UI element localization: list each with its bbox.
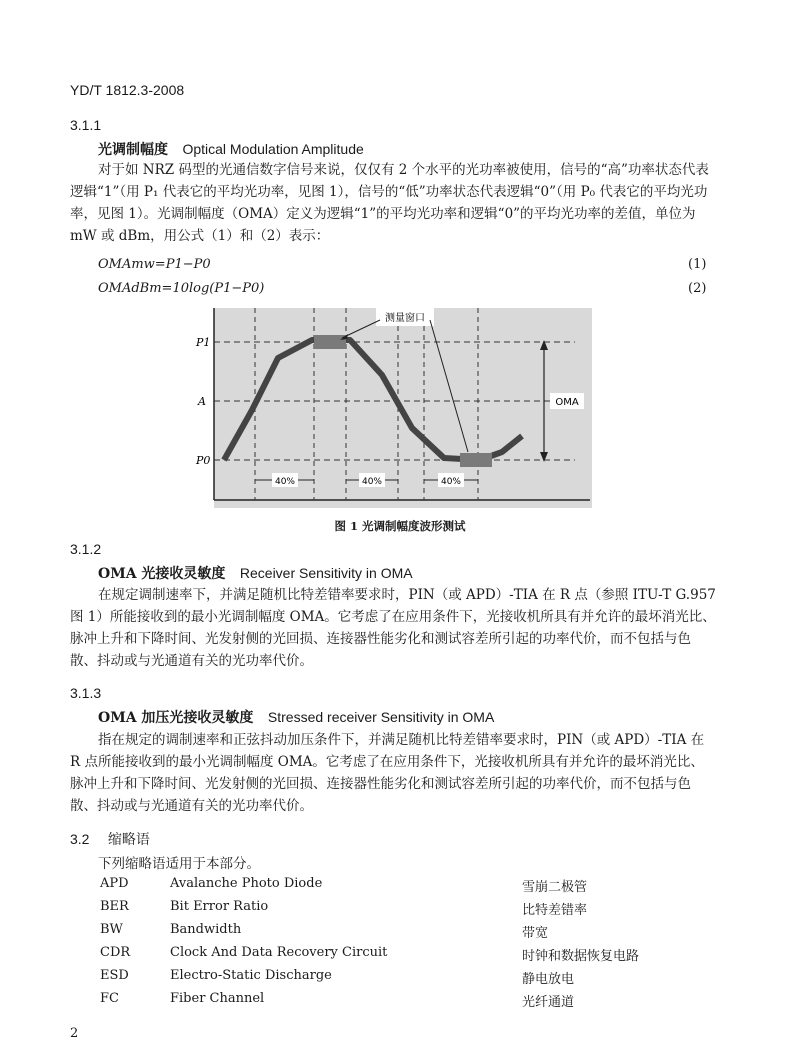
section-number-3-1-3: 3.1.3 <box>70 685 102 701</box>
paragraph-3-1-3 <box>70 729 716 817</box>
paragraph-3-1-1 <box>70 159 716 247</box>
measurement-window-low <box>460 453 492 467</box>
abbr-english: Fiber Channel <box>170 991 265 1006</box>
y-label-a: A <box>198 395 206 408</box>
abbr-chinese: 比特差错率 <box>522 903 588 918</box>
abbr-code: ESD <box>100 968 129 983</box>
span-label-3: 40% <box>440 477 462 487</box>
callout-label: 测量窗口 <box>385 313 425 324</box>
figure-1-waveform <box>180 300 600 515</box>
abbreviation-row <box>100 968 700 990</box>
abbreviation-row <box>100 922 700 944</box>
abbr-english: Bit Error Ratio <box>170 899 269 914</box>
abbreviation-row <box>100 876 700 898</box>
abbr-chinese: 雪崩二极管 <box>522 880 588 895</box>
standard-number: YD/T 1812.3-2008 <box>70 82 185 98</box>
equation-1-number: (1) <box>688 257 707 272</box>
section-heading-3-2 <box>70 829 150 849</box>
paragraph-text: 指在规定的调制速率和正弦抖动加压条件下，并满足随机比特差错率要求时，PIN（或 APD）-TIA 在 R 点所能接收到的最小光调制幅度 OMA。它考虑了在应用条件下，光接收机所具有并允许的最坏消光比、脉冲上升和下降时间、光发射侧的光回损、连接器性能劣化和测试容差所引起的功率代价，而不包括与色散、抖动或与光通道有关的光功率代价。 <box>70 732 705 814</box>
term-heading-3-1-1 <box>98 139 364 159</box>
term-cn: 光调制幅度 <box>98 142 168 158</box>
figure-1-caption: 图 1 光调制幅度波形测试 <box>334 519 466 533</box>
term-cn: OMA 加压光接收灵敏度 <box>98 710 254 726</box>
abbr-code: FC <box>100 991 119 1006</box>
abbr-english: Electro-Static Discharge <box>170 968 332 983</box>
paragraph-text: 对于如 NRZ 码型的光通信数字信号来说，仅仅有 2 个水平的光功率被使用，信号的“高”功率状态代表逻辑“1”（用 P₁ 代表它的平均光功率，见图 1），信号的“低”功率状态代表逻辑“0”（用 P₀ 代表它的平均光功率，见图 1）。光调制幅度（OMA）定义为逻辑“1”的平均光功率和逻辑“0”的平均光功率的差值，单位为 mW 或 dBm，用公式（1）和（2）表示： <box>70 162 709 244</box>
abbr-english: Avalanche Photo Diode <box>170 876 323 891</box>
y-label-p1: P1 <box>196 336 211 349</box>
abbr-chinese: 光纤通道 <box>522 995 575 1010</box>
equation-1: OMAmw=P1−P0 <box>98 257 211 272</box>
equation-2: OMAdBm=10log(P1−P0) <box>98 281 265 296</box>
section-number-3-1-1: 3.1.1 <box>70 117 102 133</box>
section-number: 3.2 <box>70 831 90 847</box>
abbr-code: BW <box>100 922 123 937</box>
section-title: 缩略语 <box>107 832 150 848</box>
abbreviation-row <box>100 991 700 1013</box>
abbr-code: CDR <box>100 945 131 960</box>
measurement-window-high <box>314 335 346 349</box>
abbreviation-row <box>100 899 700 921</box>
term-heading-3-1-3 <box>98 707 494 727</box>
abbr-code: APD <box>100 876 129 891</box>
equation-2-number: (2) <box>688 281 707 296</box>
oma-label: OMA <box>555 397 579 408</box>
term-en: Optical Modulation Amplitude <box>182 141 364 157</box>
term-heading-3-1-2 <box>98 563 413 583</box>
abbr-chinese: 时钟和数据恢复电路 <box>522 949 640 964</box>
abbr-chinese: 静电放电 <box>522 972 575 987</box>
span-label-2: 40% <box>361 477 383 487</box>
y-label-p0: P0 <box>196 454 211 467</box>
abbreviation-intro: 下列缩略语适用于本部分。 <box>98 856 260 872</box>
term-en: Stressed receiver Sensitivity in OMA <box>267 709 495 725</box>
page-number: 2 <box>70 1026 79 1041</box>
paragraph-text: 在规定调制速率下，并满足随机比特差错率要求时，PIN（或 APD）-TIA 在 R 点（参照 ITU-T G.957 图 1）所能接收到的最小光调制幅度 OMA。它考虑了在应用条件下，光接收机所具有并允许的最坏消光比、脉冲上升和下降时间、光发射侧的光回损、连接器性能劣化和测试容差所引起的功率代价，而不包括与色散、抖动或与光通道有关的光功率代价。 <box>70 587 716 669</box>
span-label-1: 40% <box>274 477 296 487</box>
abbreviation-row <box>100 945 700 967</box>
term-cn: OMA 光接收灵敏度 <box>98 566 226 582</box>
abbr-english: Clock And Data Recovery Circuit <box>170 945 388 960</box>
abbr-chinese: 带宽 <box>522 926 549 941</box>
term-en: Receiver Sensitivity in OMA <box>239 565 413 581</box>
paragraph-3-1-2 <box>70 584 716 672</box>
section-number-3-1-2: 3.1.2 <box>70 541 102 557</box>
abbr-code: BER <box>100 899 129 914</box>
abbr-english: Bandwidth <box>170 922 242 937</box>
